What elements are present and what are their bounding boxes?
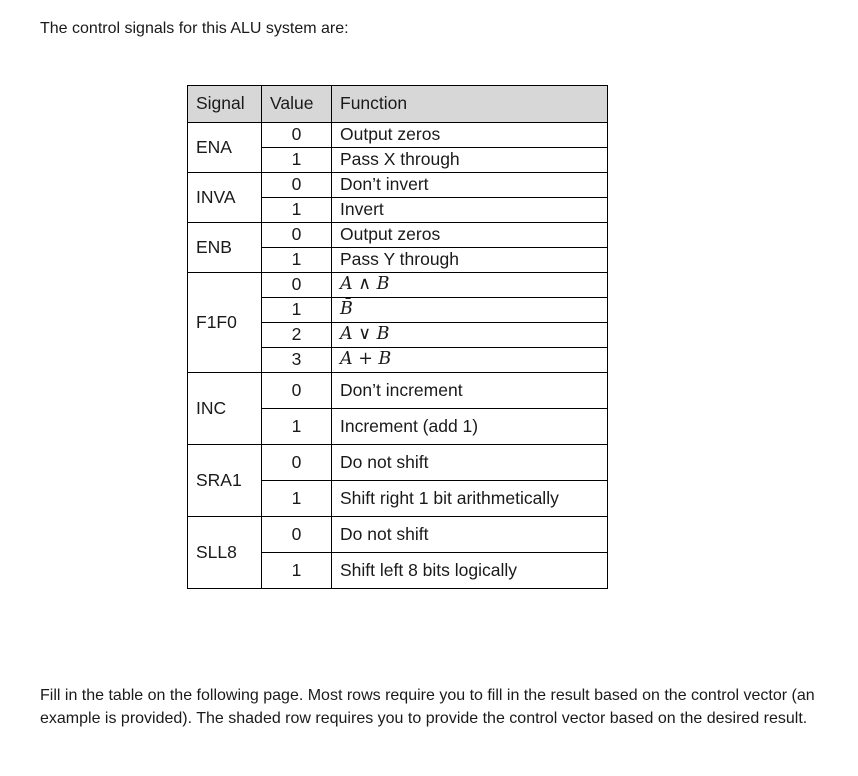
value-cell: 0 bbox=[262, 173, 332, 198]
function-cell: Invert bbox=[332, 198, 608, 223]
header-row bbox=[188, 86, 608, 123]
header-function: Function bbox=[332, 86, 608, 123]
signal-cell: F1F0 bbox=[188, 273, 262, 373]
value-cell: 1 bbox=[262, 148, 332, 173]
function-cell: Don’t invert bbox=[332, 173, 608, 198]
value-cell: 0 bbox=[262, 123, 332, 148]
alu-control-signals-table bbox=[187, 85, 608, 589]
value-cell: 0 bbox=[262, 445, 332, 481]
value-cell: 2 bbox=[262, 323, 332, 348]
signal-cell: ENA bbox=[188, 123, 262, 173]
value-cell: 1 bbox=[262, 409, 332, 445]
function-cell: B̄ bbox=[332, 298, 608, 323]
signal-cell: SRA1 bbox=[188, 445, 262, 517]
value-cell: 1 bbox=[262, 481, 332, 517]
signal-cell: ENB bbox=[188, 223, 262, 273]
function-cell: A + B bbox=[332, 348, 608, 373]
value-cell: 0 bbox=[262, 373, 332, 409]
signal-cell: INC bbox=[188, 373, 262, 445]
table-row bbox=[188, 173, 608, 198]
function-cell: A ∨ B bbox=[332, 323, 608, 348]
function-cell: Don’t increment bbox=[332, 373, 608, 409]
value-cell: 0 bbox=[262, 517, 332, 553]
function-cell: A ∧ B bbox=[332, 273, 608, 298]
value-cell: 1 bbox=[262, 298, 332, 323]
signal-cell: INVA bbox=[188, 173, 262, 223]
signal-cell: SLL8 bbox=[188, 517, 262, 589]
header-signal: Signal bbox=[188, 86, 262, 123]
function-cell: Shift left 8 bits logically bbox=[332, 553, 608, 589]
value-cell: 0 bbox=[262, 273, 332, 298]
value-cell: 3 bbox=[262, 348, 332, 373]
function-cell: Output zeros bbox=[332, 123, 608, 148]
table-row bbox=[188, 445, 608, 481]
value-cell: 1 bbox=[262, 198, 332, 223]
table-row bbox=[188, 123, 608, 148]
table-row bbox=[188, 517, 608, 553]
function-cell: Increment (add 1) bbox=[332, 409, 608, 445]
function-cell: Pass Y through bbox=[332, 248, 608, 273]
function-cell: Output zeros bbox=[332, 223, 608, 248]
instructions-paragraph: Fill in the table on the following page. Most rows require you to fill in the result based on the control vector (an example is provided). The shaded row requires you to provide the control vector based on the desired result. bbox=[40, 687, 815, 727]
table-row bbox=[188, 273, 608, 298]
table-row bbox=[188, 373, 608, 409]
function-cell: Do not shift bbox=[332, 517, 608, 553]
intro-paragraph: The control signals for this ALU system are: bbox=[40, 20, 349, 37]
function-cell: Shift right 1 bit arithmetically bbox=[332, 481, 608, 517]
value-cell: 0 bbox=[262, 223, 332, 248]
table-row bbox=[188, 223, 608, 248]
value-cell: 1 bbox=[262, 553, 332, 589]
value-cell: 1 bbox=[262, 248, 332, 273]
function-cell: Pass X through bbox=[332, 148, 608, 173]
header-value: Value bbox=[262, 86, 332, 123]
function-cell: Do not shift bbox=[332, 445, 608, 481]
